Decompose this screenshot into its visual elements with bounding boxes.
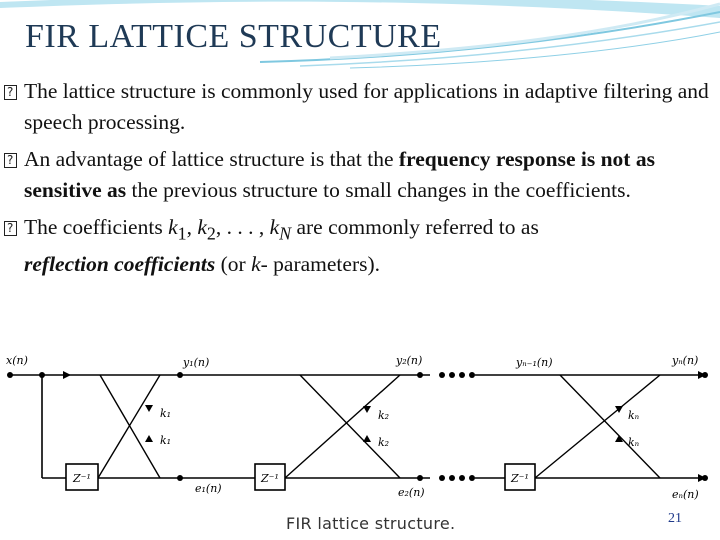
bottom-signal-path: [42, 375, 705, 478]
coefficient-k1-sub: 1: [177, 223, 187, 244]
coefficient-kN: k: [269, 215, 280, 239]
page-number: 21: [668, 511, 682, 526]
bullet-icon: [4, 85, 17, 100]
y2-label: y₂(n): [396, 354, 423, 367]
delay-box-2: [255, 464, 285, 490]
yN1-label: yₙ₋₁(n): [516, 356, 553, 369]
separator: ,: [186, 215, 198, 239]
kN-bottom-label: kₙ: [628, 436, 640, 449]
slide-title: FIR LATTICE STRUCTURE: [25, 18, 442, 55]
kN-top-label: kₙ: [628, 409, 640, 422]
bullet-text: are commonly referred to as: [291, 215, 539, 239]
stage-N-cross: [535, 375, 660, 478]
k-parameter: k: [251, 252, 261, 277]
stage-2-cross: [285, 375, 400, 478]
lattice-diagram: [0, 340, 720, 540]
k1-bottom-label: k₁: [160, 434, 172, 447]
delay-box-N: [505, 464, 535, 490]
delay-label: Z⁻¹: [511, 472, 529, 485]
junction-nodes: [7, 372, 708, 481]
bullet-icon: [4, 153, 17, 168]
eN-label: eₙ(n): [672, 488, 699, 501]
coefficient-kN-sub: N: [279, 223, 292, 244]
k1-top-label: k₁: [160, 407, 172, 420]
bullet-text: - parameters).: [260, 252, 381, 277]
stage-1-cross: [98, 375, 160, 478]
bullet-item: [4, 144, 718, 206]
bullet-item: [4, 76, 718, 138]
bullet-text: The lattice structure is commonly used for applications in adaptive filtering and speech processing.: [24, 79, 709, 134]
separator: , . . . ,: [215, 215, 270, 239]
coefficient-k2: k: [197, 215, 207, 239]
bullet-icon: [4, 221, 17, 236]
bullet-text: The coefficients: [24, 215, 169, 239]
k2-bottom-label: k₂: [378, 436, 390, 449]
diagram-caption: FIR lattice structure.: [286, 514, 456, 533]
bullet-text: the previous structure to small changes in the coefficients.: [126, 178, 631, 202]
delay-label: Z⁻¹: [261, 472, 279, 485]
bullet-text: (or: [215, 252, 252, 277]
y1-label: y₁(n): [183, 356, 210, 369]
bullet-list: [4, 76, 718, 286]
delay-label: Z⁻¹: [73, 472, 91, 485]
bullet-text: An advantage of lattice structure is that the: [24, 147, 399, 171]
bullet-emph-text: reflection coefficients: [24, 252, 216, 277]
e2-label: e₂(n): [398, 486, 425, 499]
k2-top-label: k₂: [378, 409, 390, 422]
bullet-bold-text: frequency response is not as sensitive as: [24, 147, 655, 202]
coefficient-k2-sub: 2: [206, 223, 216, 244]
coefficient-k1: k: [168, 215, 178, 239]
stage-1-multipliers: [145, 405, 153, 442]
bullet-item: [4, 212, 718, 280]
continuation-dots: [439, 372, 475, 481]
input-label: x(n): [6, 354, 28, 367]
stage-2-multipliers: [363, 406, 371, 442]
delay-box-1: [66, 464, 98, 490]
e1-label: e₁(n): [195, 482, 222, 495]
yN-label: yₙ(n): [672, 354, 699, 367]
